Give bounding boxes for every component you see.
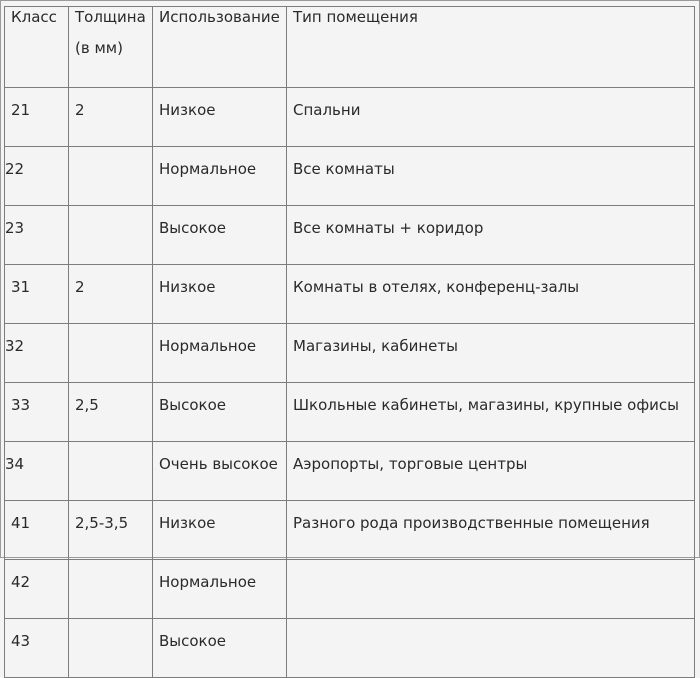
cell-usage: Высокое xyxy=(153,206,287,265)
table-row xyxy=(5,88,695,147)
cell-usage: Очень высокое xyxy=(153,442,287,501)
cell-thickness xyxy=(69,560,153,619)
cell-room xyxy=(287,560,695,619)
cell-thickness: 2 xyxy=(69,265,153,324)
cell-room xyxy=(287,619,695,678)
cell-room: Аэропорты, торговые центры xyxy=(287,442,695,501)
cell-room: Комнаты в отелях, конференц-залы xyxy=(287,265,695,324)
table-row xyxy=(5,501,695,560)
cell-thickness xyxy=(69,147,153,206)
table-row xyxy=(5,324,695,383)
cell-class: 31 xyxy=(5,265,69,324)
cell-class: 33 xyxy=(5,383,69,442)
header-thickness-line2: (в мм) xyxy=(75,39,123,57)
cell-thickness: 2,5 xyxy=(69,383,153,442)
table-row xyxy=(5,147,695,206)
header-row xyxy=(5,7,695,88)
cell-class: 43 xyxy=(5,619,69,678)
cell-thickness xyxy=(69,619,153,678)
table-row xyxy=(5,383,695,442)
header-room-type: Тип помещения xyxy=(287,7,695,88)
linoleum-class-table xyxy=(4,6,695,678)
cell-usage: Высокое xyxy=(153,383,287,442)
table-row xyxy=(5,619,695,678)
header-usage: Использование xyxy=(153,7,287,88)
cell-class: 42 xyxy=(5,560,69,619)
cell-usage: Нормальное xyxy=(153,324,287,383)
cell-room: Спальни xyxy=(287,88,695,147)
cell-usage: Высокое xyxy=(153,619,287,678)
cell-thickness xyxy=(69,442,153,501)
table-row xyxy=(5,265,695,324)
cell-class: 32 xyxy=(5,324,69,383)
cell-class: 34 xyxy=(5,442,69,501)
cell-class: 22 xyxy=(5,147,69,206)
cell-room: Все комнаты + коридор xyxy=(287,206,695,265)
cell-usage: Нормальное xyxy=(153,560,287,619)
cell-room: Магазины, кабинеты xyxy=(287,324,695,383)
cell-thickness: 2,5-3,5 xyxy=(69,501,153,560)
cell-thickness xyxy=(69,206,153,265)
header-thickness-line1: Толщина xyxy=(75,8,146,26)
cell-class: 41 xyxy=(5,501,69,560)
cell-usage: Низкое xyxy=(153,88,287,147)
cell-room: Все комнаты xyxy=(287,147,695,206)
cell-class: 21 xyxy=(5,88,69,147)
cell-usage: Низкое xyxy=(153,265,287,324)
cell-thickness xyxy=(69,324,153,383)
cell-thickness: 2 xyxy=(69,88,153,147)
cell-usage: Нормальное xyxy=(153,147,287,206)
header-class: Класс xyxy=(5,7,69,88)
table-row xyxy=(5,206,695,265)
cell-room: Разного рода производственные помещения xyxy=(287,501,695,560)
cell-usage: Низкое xyxy=(153,501,287,560)
table-row xyxy=(5,442,695,501)
cell-room: Школьные кабинеты, магазины, крупные офисы xyxy=(287,383,695,442)
header-thickness xyxy=(69,7,153,88)
table-row xyxy=(5,560,695,619)
cell-class: 23 xyxy=(5,206,69,265)
